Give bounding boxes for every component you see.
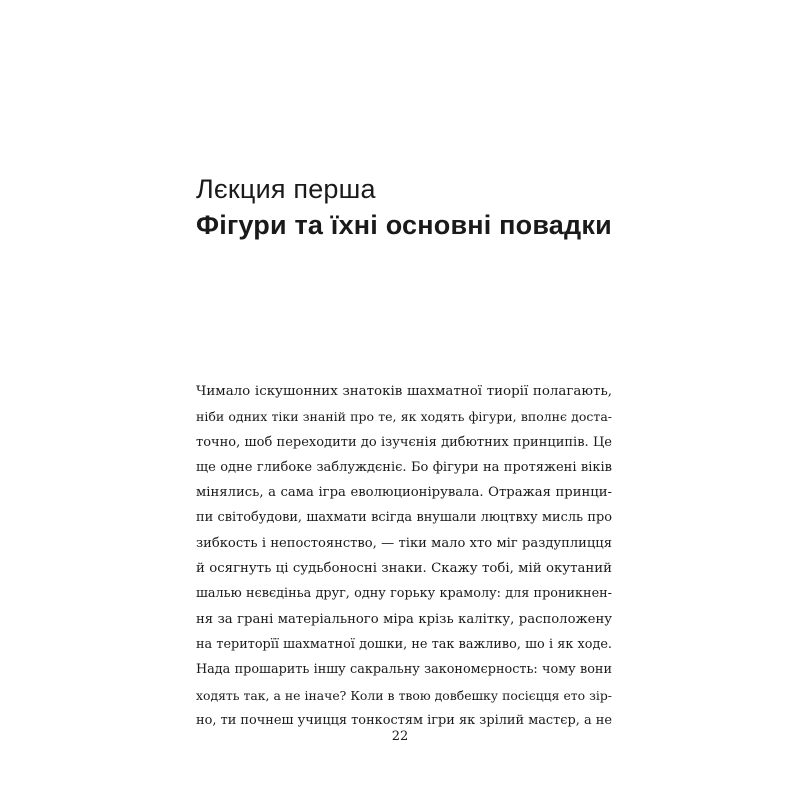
chapter-kicker: Лєкция перша <box>196 174 376 204</box>
body-line: шалью нєвєдіньа друг, одну горьку крамолу: для проникнен- <box>196 586 612 602</box>
body-line: но, ти почнеш учицця тонкостям ігри як зрілий мастєр, а не <box>196 712 612 728</box>
body-line: на територїї шахматної дошки, не так важливо, шо і як ходе. <box>196 636 612 652</box>
body-line: й осягнуть ці судьбоносні знаки. Скажу тобі, мій окутаний <box>196 561 612 577</box>
body-line: ще одне глибоке заблуждєніє. Бо фігури на протяжені віків <box>196 459 612 475</box>
body-line: зибкость і непостоянство, — тіки мало хто міг раздуплицця <box>196 535 612 551</box>
body-line: Чимало іскушонних знатоків шахматної тиорії полагають, <box>196 384 612 399</box>
body-line: ніби одних тіки знаній про те, як ходять фігури, вполнє доста- <box>196 409 612 425</box>
body-line: ходять так, а не іначе? Коли в твою довбешку посієцця ето зір- <box>196 687 612 703</box>
chapter-title: Фігури та їхні основні повадки <box>196 210 612 240</box>
body-line: Нада прошарить іншу сакральну закономєрность: чому вони <box>196 662 612 678</box>
body-line: мінялись, а сама ігра еволюционірувала. Отражая принци- <box>196 485 612 501</box>
page-number: 22 <box>391 729 409 744</box>
body-text <box>196 379 612 733</box>
body-line: точно, шоб переходити до ізучєнія дибютних принципів. Це <box>196 434 612 450</box>
body-line: пи світобудови, шахмати всігда внушали люцтвху мисль про <box>196 510 612 526</box>
body-line: ня за грані матеріального міра крізь калітку, расположену <box>196 611 612 627</box>
